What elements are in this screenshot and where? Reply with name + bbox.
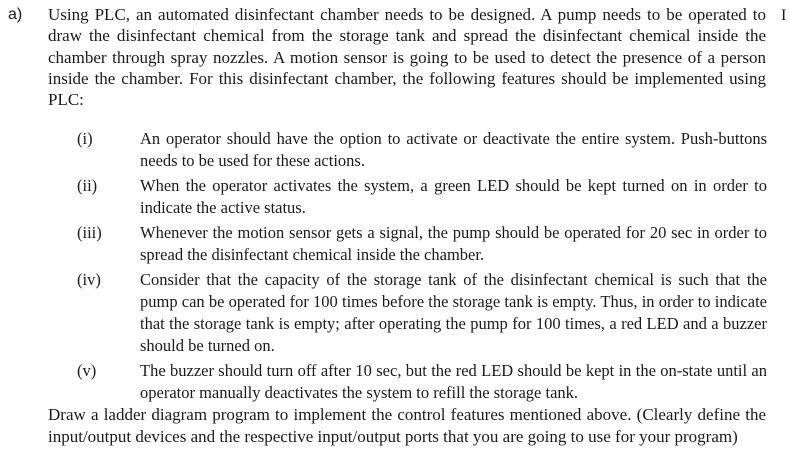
requirement-text: Whenever the motion sensor gets a signal, the pump should be operated for 20 sec in order to spread the disinfectant chemical inside the chamber. [140,223,767,264]
question-intro: Using PLC, an automated disinfectant chamber needs to be designed. A pump needs to be operated to draw the disinfectant chemical from the storage tank and spread the disinfectant chemical inside the chamber through spray nozzles. A motion sensor is going to be used to detect the presence of a person inside the chamber. For this disinfectant chamber, the following features should be implemented using PLC: [48,5,766,110]
requirement-number: (iv) [77,270,101,289]
requirement-text: When the operator activates the system, a green LED should be kept turned on in order to indicate the active status. [140,176,767,217]
requirement-number: (i) [77,129,93,148]
requirement-item [0,222,790,266]
question-marker: a) [8,6,23,23]
question-closing-instruction: Draw a ladder diagram program to implement the control features mentioned above. (Clearly define the input/output devices and the respective input/output ports that you are going to use for your program) [48,405,766,446]
page-edge-mark: I [781,7,787,24]
requirement-item [0,128,790,172]
requirement-item [0,175,790,219]
requirement-text: Consider that the capacity of the storage tank of the disinfectant chemical is such that the pump can be operated for 100 times before the storage tank is empty. Thus, in order to indicate that the storage tank is empty; after operating the pump for 100 times, a red LED and a buzzer should be turned on. [140,270,767,355]
requirement-text: An operator should have the option to activate or deactivate the entire system. Push-buttons needs to be used for these actions. [140,129,767,170]
requirement-number: (v) [77,361,97,380]
requirement-text: The buzzer should turn off after 10 sec, but the red LED should be kept in the on-state until an operator manually deactivates the system to refill the storage tank. [140,361,767,402]
requirement-number: (ii) [77,176,98,195]
requirement-number: (iii) [77,223,102,242]
requirements-list [0,128,790,407]
requirement-item [0,269,790,357]
requirement-item [0,360,790,404]
